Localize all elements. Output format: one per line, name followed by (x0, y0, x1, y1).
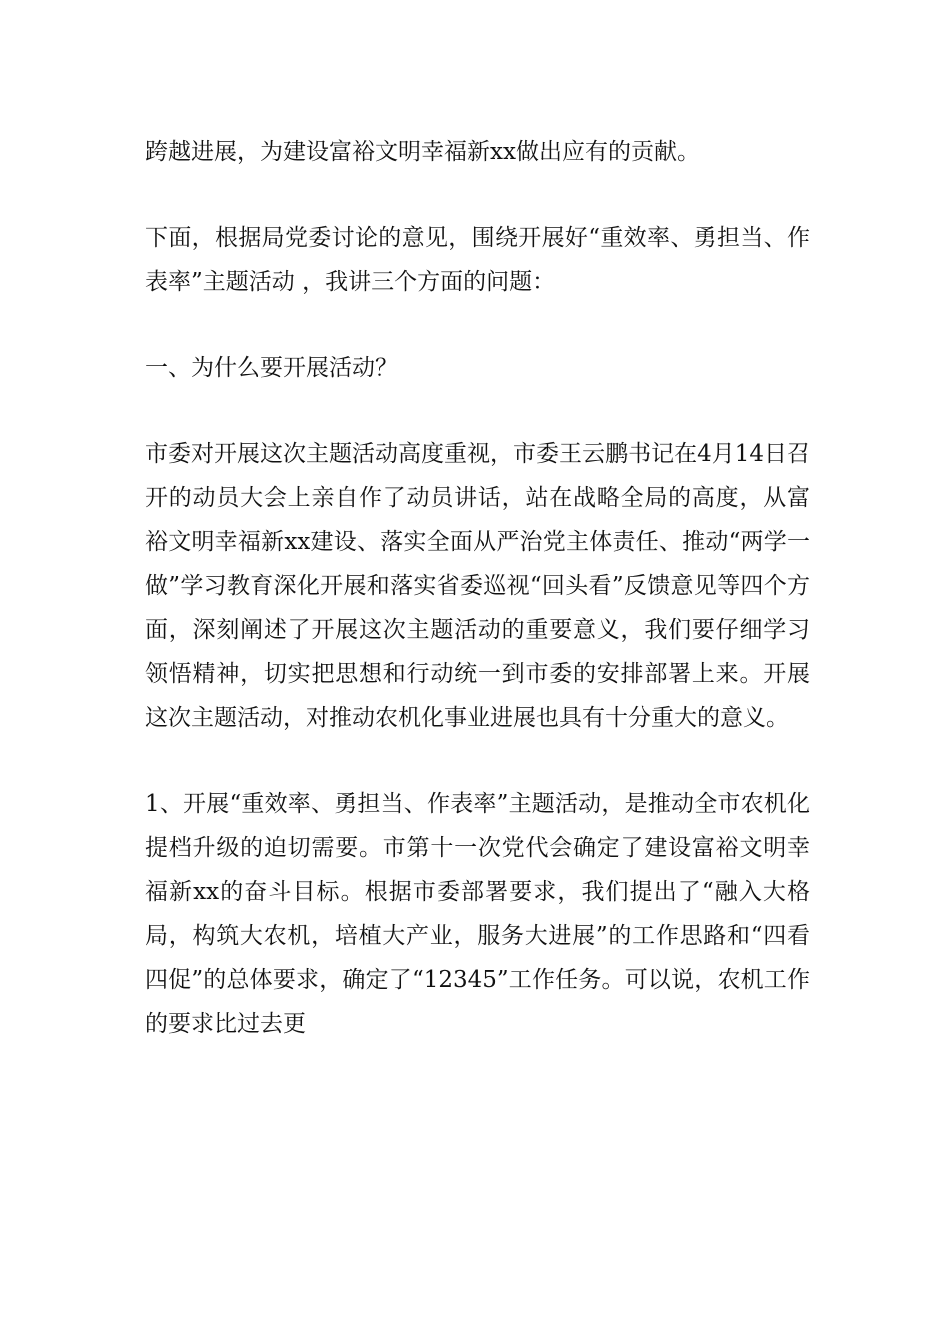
paragraph-continuation: 跨越进展，为建设富裕文明幸福新xx做出应有的贡献。 (145, 139, 700, 165)
section-heading: 一、为什么要开展活动？ (145, 355, 398, 381)
paragraph-intro: 下面，根据局党委讨论的意见，围绕开展好“重效率、勇担当、作表率”主题活动 ，我讲三个方面的问题： (145, 225, 810, 295)
paragraph-point-1: 1、开展“重效率、勇担当、作表率”主题活动，是推动全市农机化提档升级的迫切需要。市第十一次党代会确定了建设富裕文明幸福新xx的奋斗目标。根据市委部署要求，我们提出了“融入大格局，构筑大农机，培植大产业，服务大进展”的工作思路和“四看四促”的总体要求，确定了“12345”工作任务。可以说，农机工作的要求比过去更 (145, 791, 810, 1037)
paragraph-significance: 市委对开展这次主题活动高度重视，市委王云鹏书记在4月14日召开的动员大会上亲自作了动员讲话，站在战略全局的高度，从富裕文明幸福新xx建设、落实全面从严治党主体责任、推动“两学一做”学习教育深化开展和落实省委巡视“回头看”反馈意见等四个方面，深刻阐述了开展这次主题活动的重要意义，我们要仔细学习领悟精神，切实把思想和行动统一到市委的安排部署上来。开展这次主题活动，对推动农机化事业进展也具有十分重大的意义。 (145, 441, 810, 731)
document-body (145, 130, 810, 1046)
